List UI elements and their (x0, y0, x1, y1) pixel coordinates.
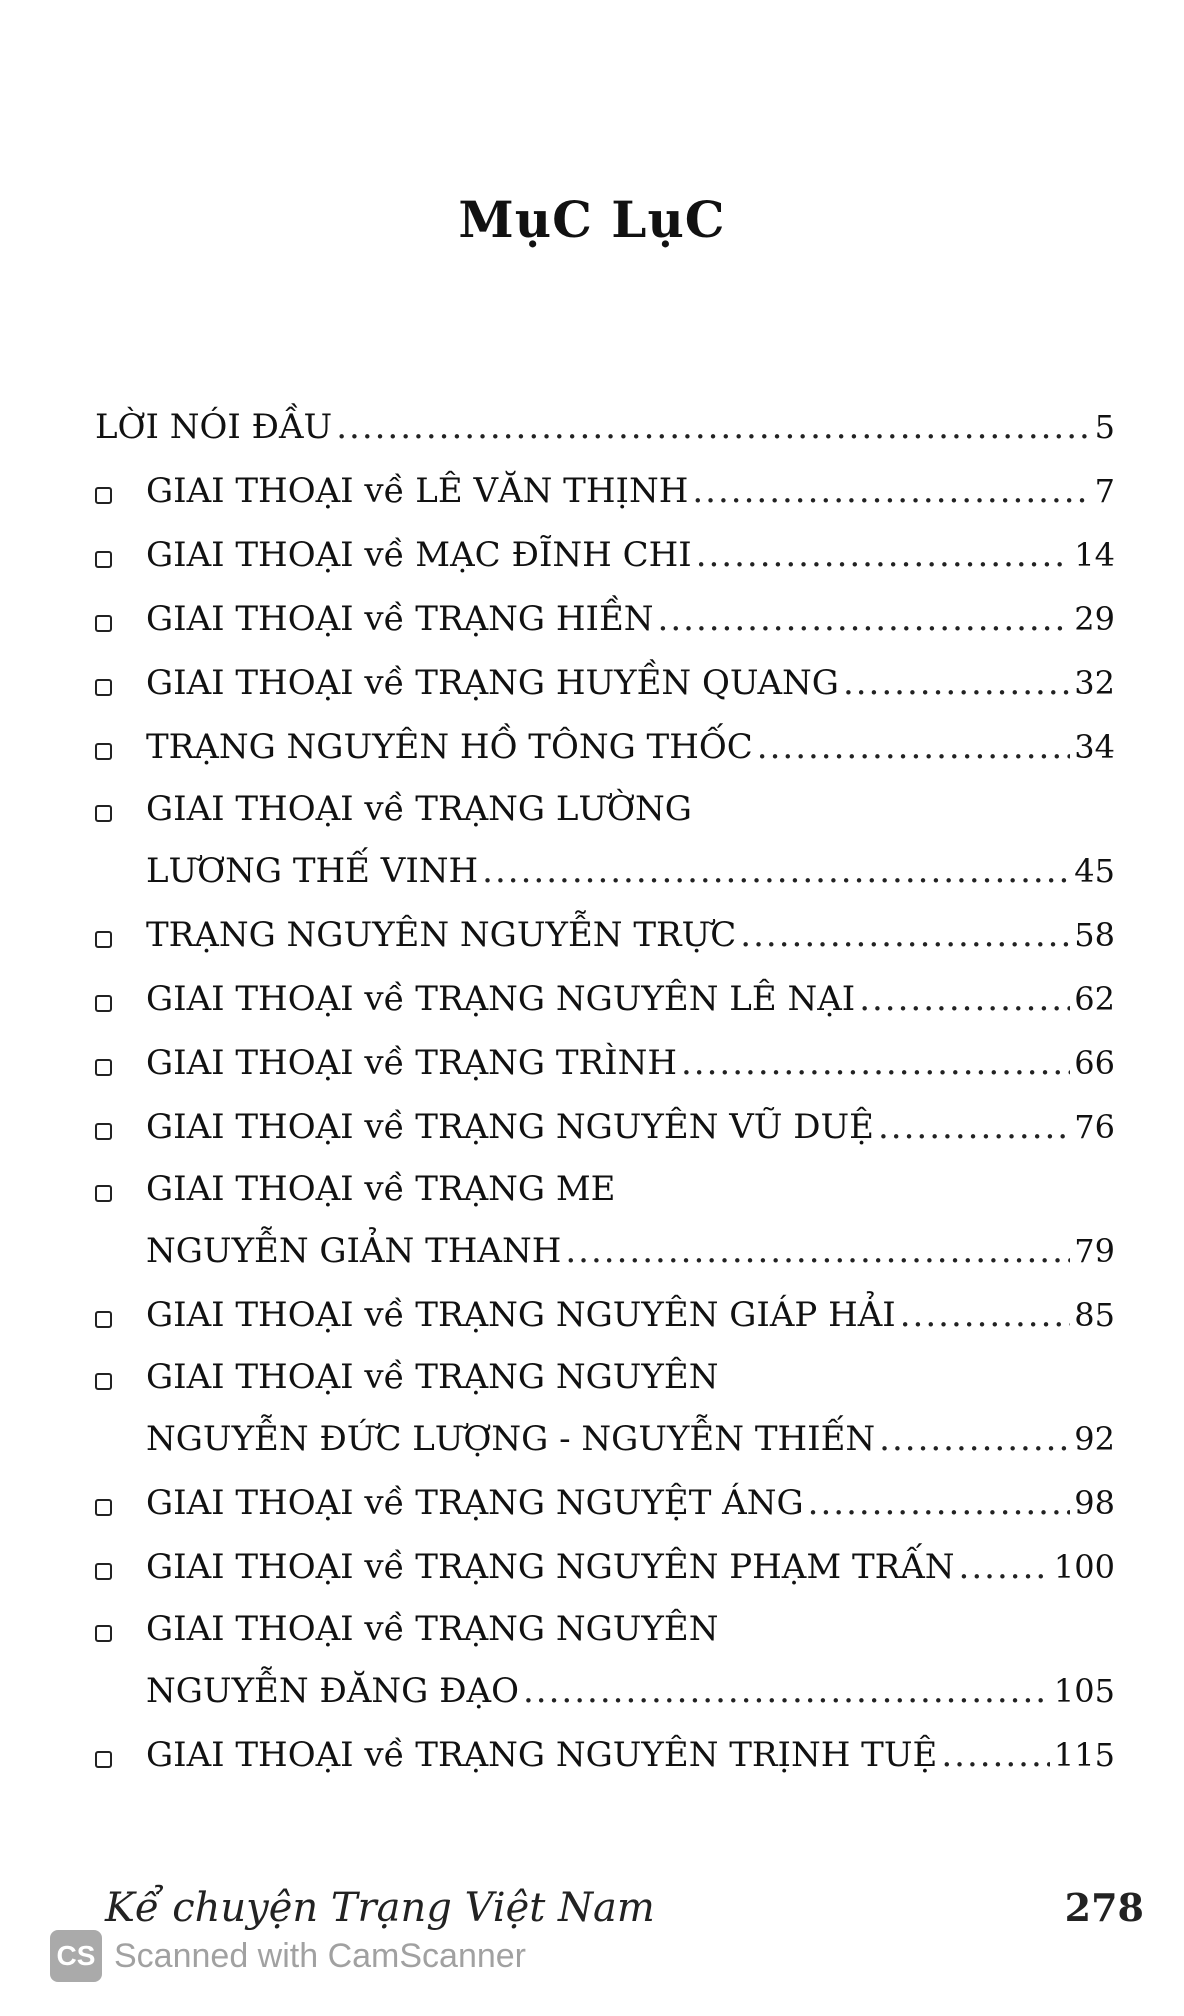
toc-entry-label: GIAI THOẠI về TRẠNG TRÌNH (146, 1043, 677, 1083)
square-bullet-icon (95, 1059, 112, 1076)
toc-page-number: 34 (1074, 728, 1115, 766)
toc-entry-label: GIAI THOẠI về TRẠNG NGUYÊN (146, 1609, 719, 1649)
toc-entry-label: LƯƠNG THẾ VINH (146, 851, 479, 891)
dot-leader (681, 1031, 1070, 1095)
toc-line (95, 1407, 1115, 1471)
square-bullet-icon (95, 805, 112, 822)
toc-entry (95, 1347, 1115, 1471)
dot-leader (959, 1535, 1050, 1599)
toc-entry (95, 1535, 1115, 1599)
toc-entry (95, 1599, 1115, 1723)
dot-leader (740, 903, 1070, 967)
square-bullet-icon (95, 995, 112, 1012)
toc-entry (95, 523, 1115, 587)
toc-entry (95, 967, 1115, 1031)
toc-entry (95, 1159, 1115, 1283)
toc-entry-label: GIAI THOẠI về TRẠNG LƯỜNG (146, 789, 692, 829)
toc-line (95, 1723, 1115, 1787)
toc-line (95, 1535, 1115, 1599)
watermark-text: Scanned with CamScanner (114, 1936, 527, 1975)
toc-line (95, 1031, 1115, 1095)
toc-entry-label: NGUYỄN ĐỨC LƯỢNG - NGUYỄN THIẾN (146, 1419, 876, 1459)
toc-page-number: 98 (1074, 1484, 1115, 1522)
toc-line (95, 587, 1115, 651)
page-title: MụC LụC (458, 190, 726, 249)
toc-entry (95, 395, 1115, 459)
toc-line (95, 1471, 1115, 1535)
toc-entry (95, 1031, 1115, 1095)
toc-page-number: 45 (1074, 852, 1115, 890)
dot-leader (696, 523, 1071, 587)
toc-entry-label: GIAI THOẠI về TRẠNG NGUYÊN (146, 1357, 719, 1397)
toc-line (95, 903, 1115, 967)
square-bullet-icon (95, 1373, 112, 1390)
dot-leader (941, 1723, 1050, 1787)
footer-page-number: 278 (1064, 1885, 1144, 1930)
dot-leader (658, 587, 1071, 651)
toc-line (95, 1599, 1115, 1659)
toc-line (95, 395, 1115, 459)
toc-line (95, 715, 1115, 779)
toc-line (95, 523, 1115, 587)
toc-line (95, 651, 1115, 715)
toc-entry-label: GIAI THOẠI về TRẠNG NGUYÊN TRỊNH TUỆ (146, 1735, 938, 1775)
toc-page-number: 29 (1074, 600, 1115, 638)
square-bullet-icon (95, 1185, 112, 1202)
toc-page-number: 66 (1074, 1044, 1115, 1082)
camscanner-logo-icon: CS (50, 1930, 102, 1982)
dot-leader (843, 651, 1070, 715)
dot-leader (565, 1219, 1070, 1283)
square-bullet-icon (95, 743, 112, 760)
toc-line (95, 1283, 1115, 1347)
toc-entry-label: GIAI THOẠI về TRẠNG NGUYÊN LÊ NẠI (146, 979, 856, 1019)
dot-leader (523, 1659, 1050, 1723)
dot-leader (808, 1471, 1071, 1535)
toc-line (95, 779, 1115, 839)
toc-entry-label: GIAI THOẠI về TRẠNG NGUYÊN GIÁP HẢI (146, 1295, 896, 1335)
toc-page-number: 115 (1053, 1736, 1115, 1774)
toc-page-number: 92 (1074, 1420, 1115, 1458)
toc-line (95, 1219, 1115, 1283)
square-bullet-icon (95, 679, 112, 696)
square-bullet-icon (95, 1751, 112, 1768)
toc-entry-label: NGUYỄN ĐĂNG ĐẠO (146, 1671, 519, 1711)
dot-leader (482, 839, 1070, 903)
toc-page-number: 62 (1074, 980, 1115, 1018)
toc-entry-label: GIAI THOẠI về MẠC ĐĨNH CHI (146, 535, 692, 575)
toc-entry (95, 1283, 1115, 1347)
dot-leader (757, 715, 1071, 779)
toc-page-number: 85 (1074, 1296, 1115, 1334)
square-bullet-icon (95, 487, 112, 504)
toc-page-number: 32 (1074, 664, 1115, 702)
toc-line (95, 1159, 1115, 1219)
dot-leader (692, 459, 1090, 523)
running-footer-book-title: Kể chuyện Trạng Việt Nam (105, 1885, 655, 1931)
toc-page-number: 7 (1094, 472, 1115, 510)
toc-line (95, 459, 1115, 523)
toc-line (95, 967, 1115, 1031)
dot-leader (900, 1283, 1071, 1347)
toc-entry-label: GIAI THOẠI về TRẠNG NGUYÊN VŨ DUỆ (146, 1107, 874, 1147)
toc-entry (95, 651, 1115, 715)
square-bullet-icon (95, 1499, 112, 1516)
toc-entry-label: GIAI THOẠI về TRẠNG HUYỀN QUANG (146, 663, 839, 703)
toc-entry-label: GIAI THOẠI về TRẠNG NGUYỆT ÁNG (146, 1483, 804, 1523)
dot-leader (336, 395, 1090, 459)
table-of-contents (95, 395, 1115, 1787)
toc-line (95, 839, 1115, 903)
toc-line (95, 1347, 1115, 1407)
toc-page-number: 79 (1074, 1232, 1115, 1270)
square-bullet-icon (95, 1625, 112, 1642)
toc-entry (95, 903, 1115, 967)
toc-entry-label: GIAI THOẠI về TRẠNG HIỀN (146, 599, 654, 639)
toc-page-number: 58 (1074, 916, 1115, 954)
dot-leader (878, 1095, 1070, 1159)
square-bullet-icon (95, 931, 112, 948)
toc-line (95, 1095, 1115, 1159)
square-bullet-icon (95, 551, 112, 568)
toc-entry (95, 459, 1115, 523)
toc-entry (95, 1723, 1115, 1787)
toc-entry-label: GIAI THOẠI về LÊ VĂN THỊNH (146, 471, 689, 511)
toc-entry (95, 715, 1115, 779)
toc-page-number: 100 (1053, 1548, 1115, 1586)
toc-entry-label: TRẠNG NGUYÊN NGUYỄN TRỰC (146, 915, 737, 955)
camscanner-watermark (50, 1930, 526, 1982)
square-bullet-icon (95, 615, 112, 632)
square-bullet-icon (95, 1311, 112, 1328)
toc-entry-label: GIAI THOẠI về TRẠNG ME (146, 1169, 616, 1209)
toc-page-number: 14 (1074, 536, 1115, 574)
toc-page-number: 105 (1053, 1672, 1115, 1710)
toc-page-number: 5 (1094, 408, 1115, 446)
toc-entry (95, 1095, 1115, 1159)
toc-entry-label: GIAI THOẠI về TRẠNG NGUYÊN PHẠM TRẤN (146, 1547, 955, 1587)
toc-entry-label: LỜI NÓI ĐẦU (95, 407, 333, 447)
square-bullet-icon (95, 1123, 112, 1140)
toc-line (95, 1659, 1115, 1723)
toc-entry-label: TRẠNG NGUYÊN HỒ TÔNG THỐC (146, 727, 753, 767)
dot-leader (879, 1407, 1070, 1471)
dot-leader (859, 967, 1070, 1031)
toc-entry (95, 779, 1115, 903)
toc-entry (95, 1471, 1115, 1535)
toc-page-number: 76 (1074, 1108, 1115, 1146)
toc-entry (95, 587, 1115, 651)
toc-entry-label: NGUYỄN GIẢN THANH (146, 1231, 562, 1271)
square-bullet-icon (95, 1563, 112, 1580)
